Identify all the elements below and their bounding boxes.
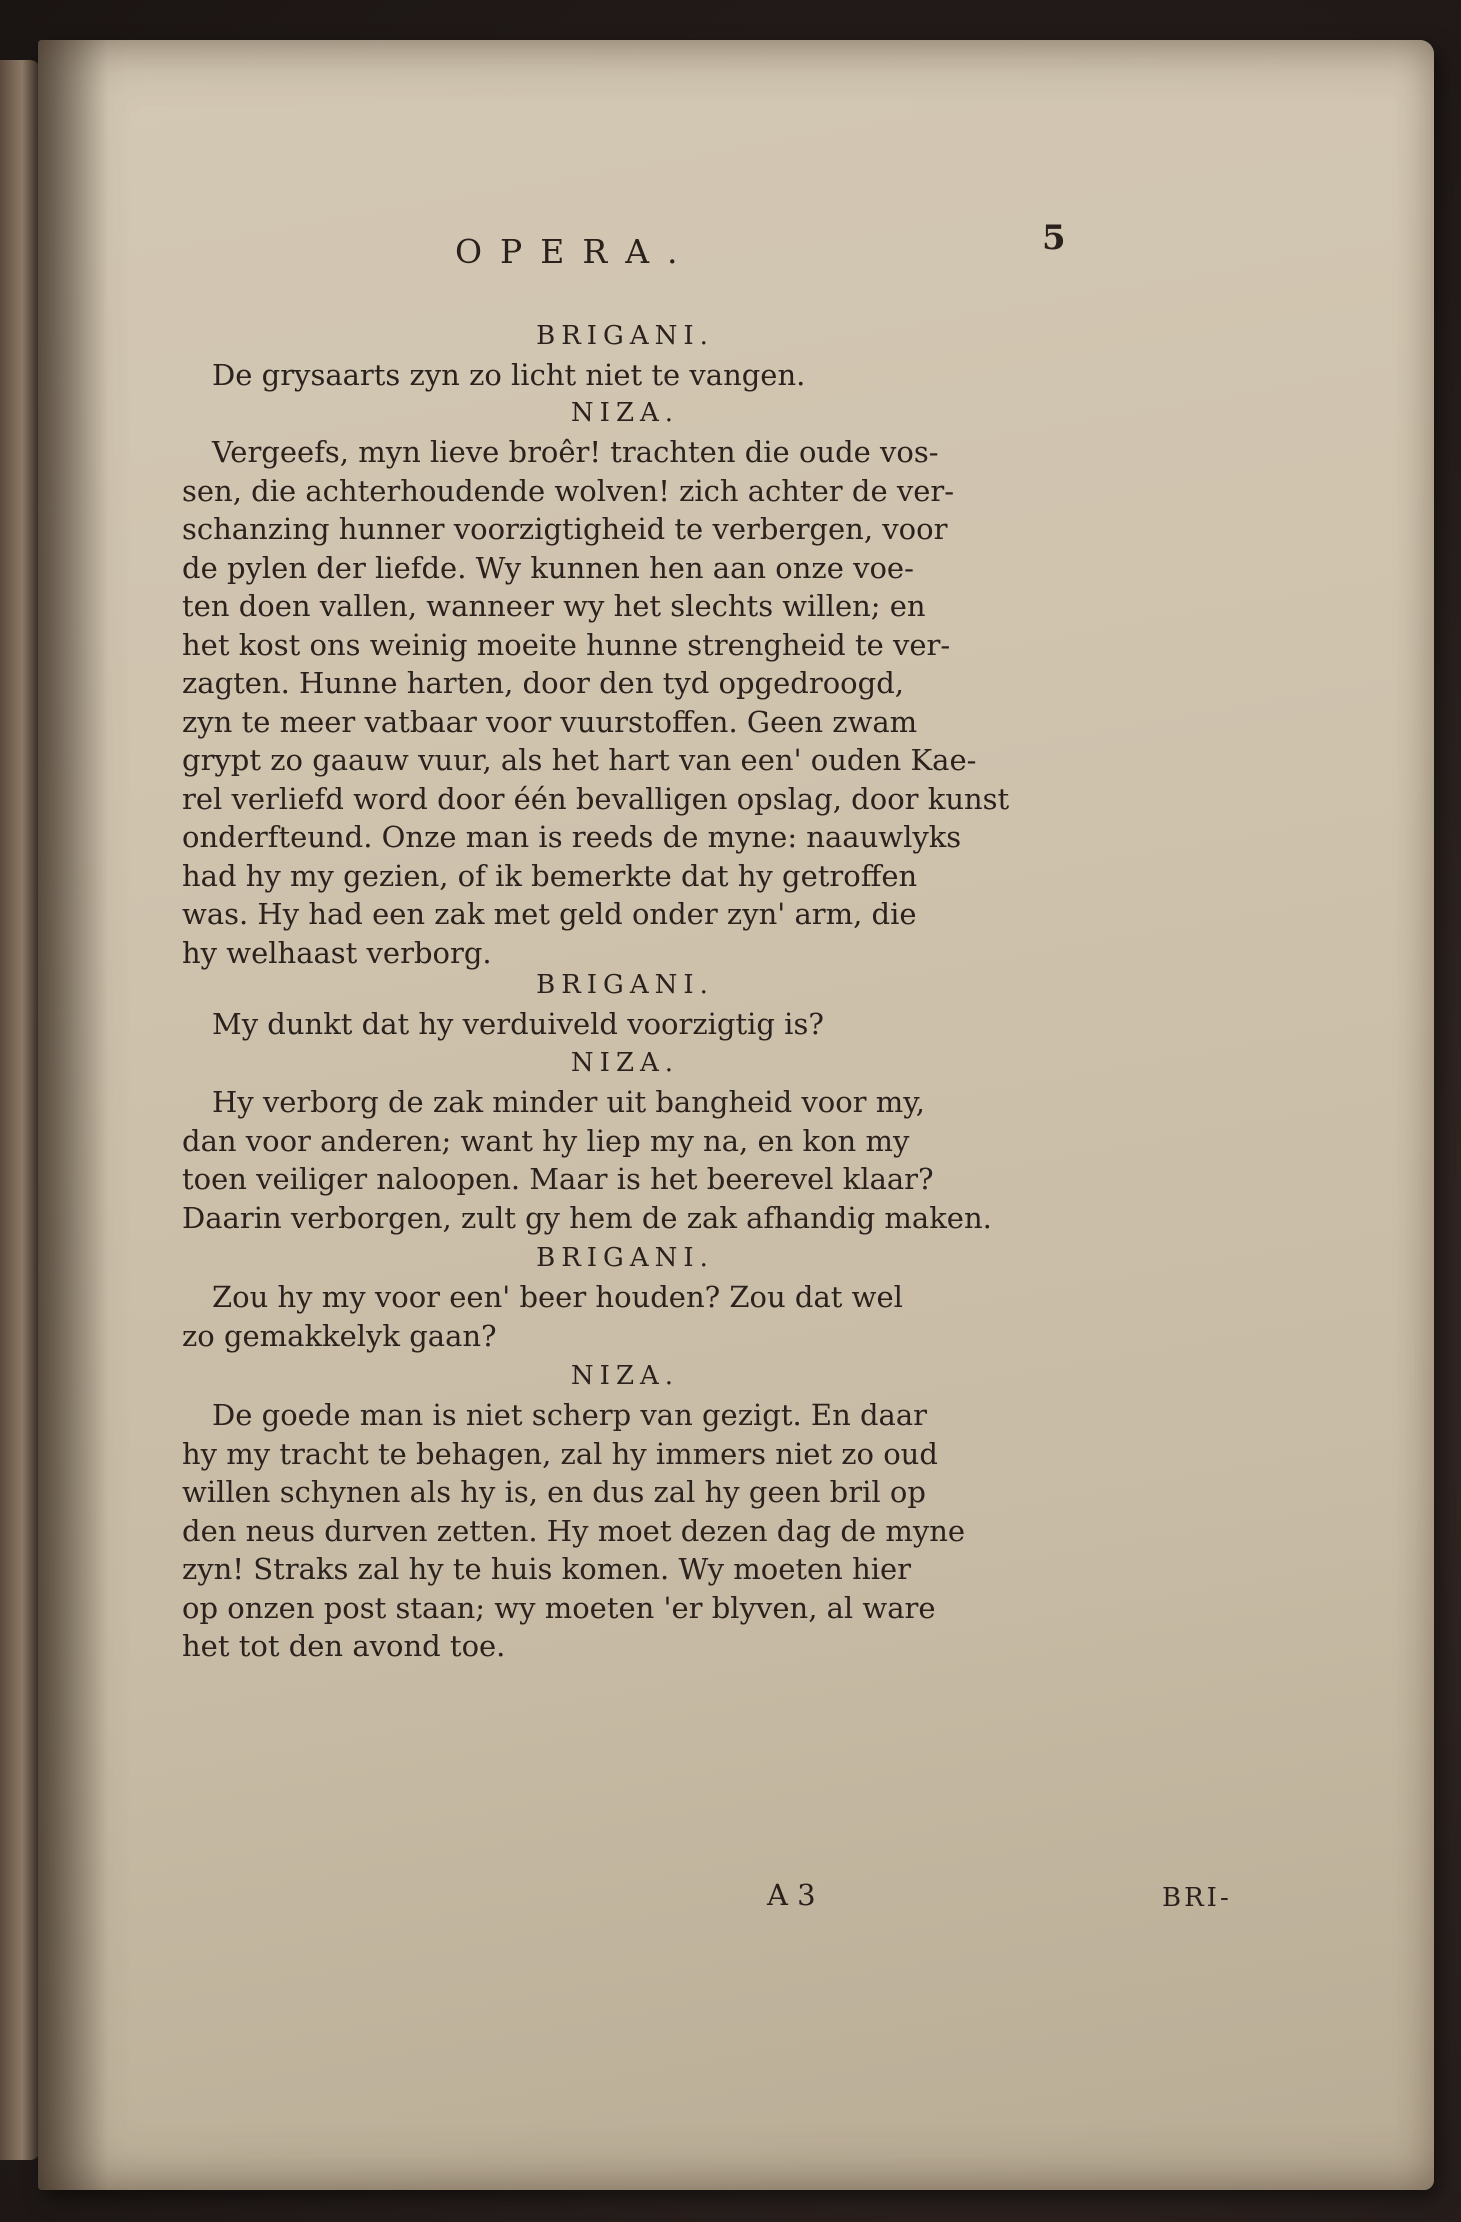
- text-line: de pylen der liefde. Wy kunnen hen aan onze voe-: [182, 550, 914, 585]
- text-line: zo gemakkelyk gaan?: [182, 1318, 497, 1353]
- text-line: zyn! Straks zal hy te huis komen. Wy moeten hier: [182, 1552, 912, 1586]
- text-line: Zou hy my voor een' beer houden? Zou dat wel: [212, 1280, 903, 1314]
- speaker-name: NIZA.: [570, 1361, 680, 1391]
- text-line: hy welhaast verborg.: [182, 935, 492, 970]
- text-line: Daarin verborgen, zult gy hem de zak afhandig maken.: [182, 1200, 992, 1235]
- text-line: Hy verborg de zak minder uit bangheid voor my,: [212, 1085, 925, 1119]
- text-line: dan voor anderen; want hy liep my na, en kon my: [182, 1123, 910, 1158]
- text-line: was. Hy had een zak met geld onder zyn' arm, die: [182, 897, 917, 931]
- text-line: grypt zo gaauw vuur, als het hart van een' ouden Kae-: [182, 743, 977, 777]
- text-line: zyn te meer vatbaar voor vuurstoffen. Geen zwam: [182, 704, 918, 739]
- text-line: hy my tracht te behagen, zal hy immers niet zo oud: [182, 1436, 938, 1471]
- text-line: De grysaarts zyn zo licht niet te vangen.: [212, 358, 806, 392]
- dialogue-block: [182, 965, 1068, 1044]
- dialogue-block: [182, 393, 1068, 972]
- page-number: 5: [1042, 218, 1066, 258]
- running-head: OPERA.: [455, 232, 696, 271]
- speaker-name: NIZA.: [570, 1048, 680, 1078]
- text-line: den neus durven zetten. Hy moet dezen dag de myne: [182, 1513, 966, 1548]
- speaker-name: BRIGANI.: [536, 970, 714, 1000]
- catchword: BRI-: [1162, 1883, 1232, 1913]
- text-line: toen veiliger naloopen. Maar is het beerevel klaar?: [182, 1162, 934, 1196]
- text-line: sen, die achterhoudende wolven! zich achter de ver-: [182, 473, 955, 508]
- speaker-name: NIZA.: [570, 398, 680, 428]
- text-line: My dunkt dat hy verduiveld voorzigtig is?: [212, 1007, 824, 1041]
- facing-page-edge: [0, 60, 40, 2160]
- text-line: rel verliefd word door één bevalligen opslag, door kunst: [182, 781, 1010, 816]
- speaker-name: BRIGANI.: [536, 321, 714, 351]
- speaker-name: BRIGANI.: [536, 1243, 714, 1273]
- text-line: willen schynen als hy is, en dus zal hy geen bril op: [182, 1475, 926, 1509]
- dialogue-block: [182, 1043, 1068, 1237]
- text-line: onderfteund. Onze man is reeds de myne: naauwlyks: [182, 820, 962, 854]
- dialogue-block: [182, 1238, 1068, 1355]
- signature-mark: A 3: [767, 1878, 816, 1912]
- text-line: Vergeefs, myn lieve broêr! trachten die oude vos-: [212, 435, 939, 469]
- spine-shadow: [38, 40, 108, 2190]
- text-line: het tot den avond toe.: [182, 1629, 506, 1663]
- text-line: schanzing hunner voorzigtigheid te verbergen, voor: [182, 512, 948, 546]
- dialogue-block: [182, 316, 1068, 395]
- text-line: op onzen post staan; wy moeten 'er blyven, al ware: [182, 1590, 936, 1625]
- dialogue-block: [182, 1356, 1068, 1666]
- text-line: het kost ons weinig moeite hunne strengheid te ver-: [182, 627, 951, 662]
- text-line: zagten. Hunne harten, door den tyd opgedroogd,: [182, 666, 904, 700]
- text-line: De goede man is niet scherp van gezigt. En daar: [212, 1398, 927, 1432]
- text-line: ten doen vallen, wanneer wy het slechts willen; en: [182, 589, 926, 623]
- text-line: had hy my gezien, of ik bemerkte dat hy getroffen: [182, 858, 918, 893]
